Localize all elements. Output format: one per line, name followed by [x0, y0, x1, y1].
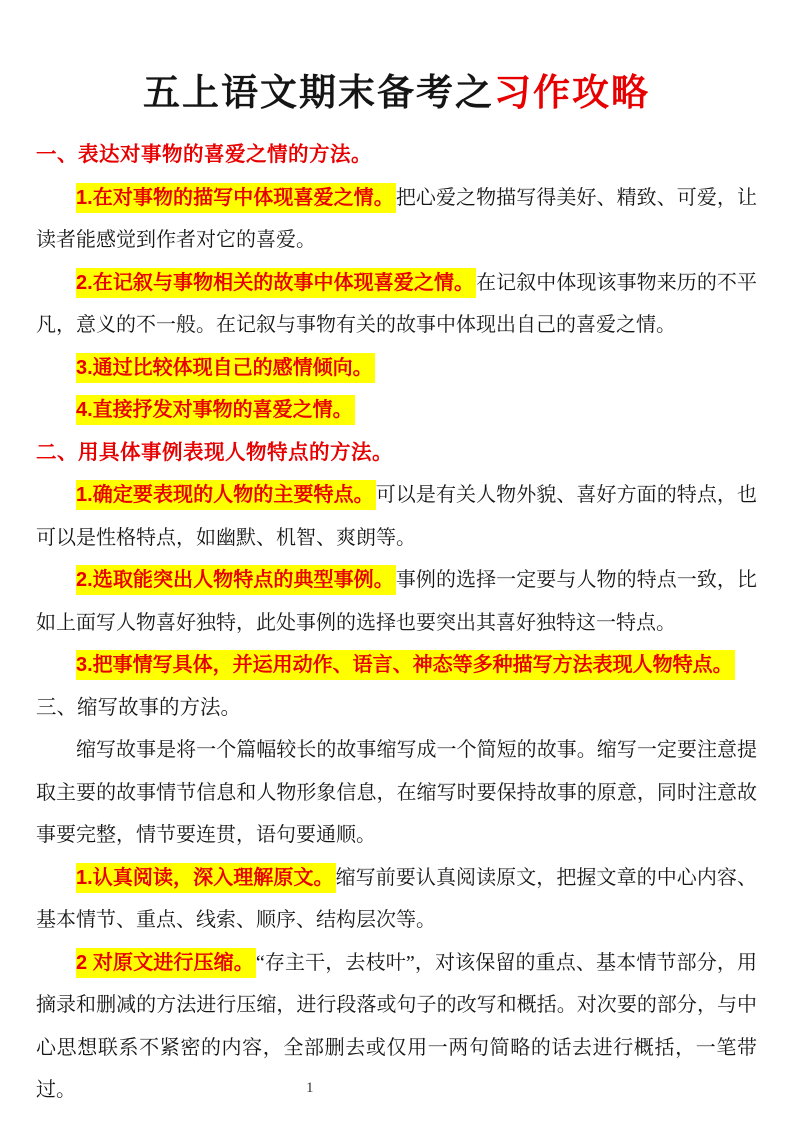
- highlighted-point: 3.把事情写具体，并运用动作、语言、神态等多种描写方法表现人物特点。: [76, 650, 735, 680]
- section-3-intro: 缩写故事是将一个篇幅较长的故事缩写成一个简短的故事。缩写一定要注意提取主要的故事情节信息和人物形象信息，在缩写时要保持故事的原意，同时注意故事要完整，情节要连贯，语句要通顺。: [36, 739, 757, 846]
- section-1-item-1: [36, 177, 757, 262]
- page-title-red-part: 习作攻略: [494, 72, 650, 113]
- section-1-heading: 一、表达对事物的喜爱之情的方法。: [36, 143, 372, 166]
- highlighted-point: 3.通过比较体现自己的感情倾向。: [76, 353, 375, 383]
- item-body-text: “存主干，去枝叶”，对该保留的重点、基本情节部分，用摘录和删减的方法进行压缩，进行段落或句子的改写和概括。对次要的部分，与中心思想联系不紧密的内容，全部删去或仅用一两句简略的话去进行概括，一笔带过。: [36, 951, 757, 1101]
- section-2-item-1: [36, 474, 757, 559]
- page-title: [36, 70, 757, 116]
- highlighted-point: 1.在对事物的描写中体现喜爱之情。: [76, 183, 396, 213]
- item-body-text: 事例的选择一定要与人物的特点一致，比如上面写人物喜好独特，此处事例的选择也要突出其喜好独特这一特点。: [36, 569, 758, 634]
- section-3-heading: 三、缩写故事的方法。: [36, 696, 241, 719]
- highlighted-point: 2.在记叙与事物相关的故事中体现喜爱之情。: [76, 268, 476, 298]
- item-body-text: 把心爱之物描写得美好、精致、可爱，让读者能感觉到作者对它的喜爱。: [36, 186, 758, 251]
- section-3-item-1: [36, 857, 757, 942]
- section-2-item-2: [36, 559, 757, 644]
- section-1-item-3: [36, 347, 757, 390]
- highlighted-point: 1.认真阅读，深入理解原文。: [76, 863, 336, 893]
- highlighted-point: 1.确定要表现的人物的主要特点。: [76, 480, 376, 510]
- page-title-black-part: 五上语文期末备考之: [143, 72, 494, 113]
- highlighted-point: 2 对原文进行压缩。: [76, 948, 256, 978]
- page-number: 1: [306, 1080, 314, 1096]
- item-body-text: 在记叙中体现该事物来历的不平凡，意义的不一般。在记叙与事物有关的故事中体现出自己的喜爱之情。: [36, 271, 758, 336]
- highlighted-point: 4.直接抒发对事物的喜爱之情。: [76, 395, 355, 425]
- item-body-text: 可以是有关人物外貌、喜好方面的特点，也可以是性格特点，如幽默、机智、爽朗等。: [36, 484, 757, 549]
- section-2-heading: 二、用具体事例表现人物特点的方法。: [36, 440, 393, 464]
- section-1-item-2: [36, 262, 757, 347]
- highlighted-point: 2.选取能突出人物特点的典型事例。: [76, 565, 396, 595]
- section-2-item-3: [36, 644, 757, 687]
- section-3-item-2: [36, 942, 757, 1112]
- item-body-text: 缩写前要认真阅读原文，把握文章的中心内容、基本情节、重点、线索、顺序、结构层次等。: [36, 866, 757, 931]
- section-1-item-4: [36, 389, 757, 432]
